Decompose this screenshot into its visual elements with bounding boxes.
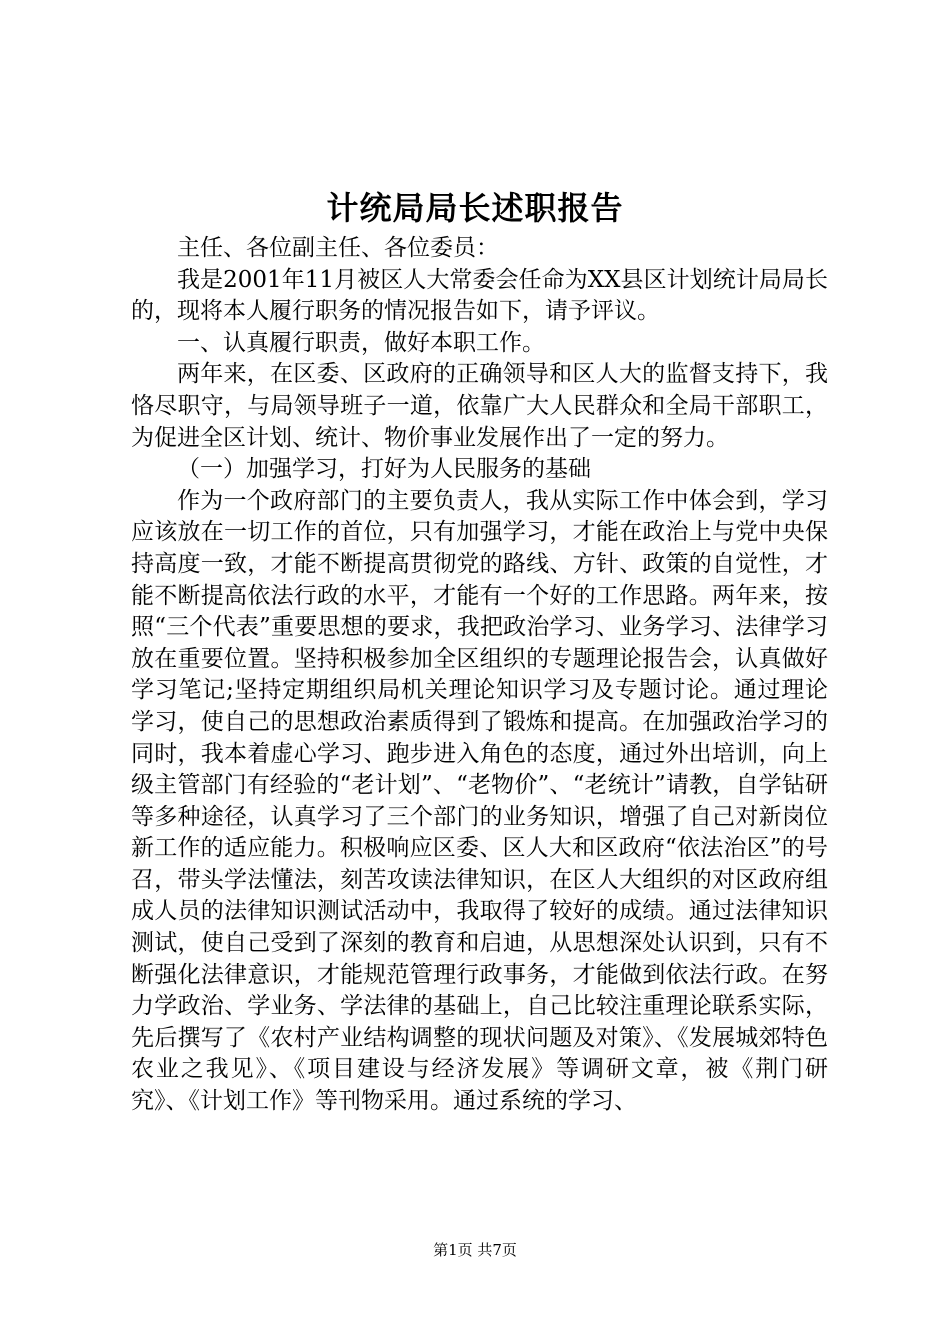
intro-paragraph: 我是2001年11月被区人大常委会任命为XX县区计划统计局局长的，现将本人履行职务的情况报告如下，请予评议。 [131,266,828,325]
page-number-footer: 第1页 共7页 [433,1241,517,1259]
salutation-paragraph: 主任、各位副主任、各位委员： [177,235,499,261]
document-body [131,233,828,1118]
subsection-heading: （一）加强学习，打好为人民服务的基础 [177,456,591,483]
document-title: 计统局局长述职报告 [326,189,624,227]
body-paragraph: 两年来，在区委、区政府的正确领导和区人大的监督支持下，我恪尽职守，与局领导班子一道，依靠广大人民群众和全局干部职工，为促进全区计划、统计、物价事业发展作出了一定的努力。 [131,361,828,451]
body-paragraph: 作为一个政府部门的主要负责人，我从实际工作中体会到，学习应该放在一切工作的首位，只有加强学习，才能在政治上与党中央保持高度一致，才能不断提高贯彻党的路线、方针、政策的自觉性，才能不断提高依法行政的水平，才能有一个好的工作思路。两年来，按照“三个代表”重要思想的要求，我把政治学习、业务学习、法律学习放在重要位置。坚持积极参加全区组织的专题理论报告会，认真做好学习笔记;坚持定期组织局机关理论知识学习及专题讨论。通过理论学习，使自己的思想政治素质得到了锻炼和提高。在加强政治学习的同时，我本着虚心学习、跑步进入角色的态度，通过外出培训，向上级主管部门有经验的“老计划”、“老物价”、“老统计”请教，自学钻研等多种途径，认真学习了三个部门的业务知识，增强了自己对新岗位新工作的适应能力。积极响应区委、区人大和区政府“依法治区”的号召，带头学法懂法，刻苦攻读法律知识，在区人大组织的对区政府组成人员的法律知识测试活动中，我取得了较好的成绩。通过法律知识测试，使自己受到了深刻的教育和启迪，从思想深处认识到，只有不断强化法律意识，才能规范管理行政事务，才能做到依法行政。在努力学政治、学业务、学法律的基础上，自己比较注重理论联系实际，先后撰写了《农村产业结构调整的现状问题及对策》、《发展城郊特色农业之我见》、《项目建设与经济发展》等调研文章，被《荆门研究》、《计划工作》等刊物采用。通过系统的学习、 [131,487,828,1115]
section-heading: 一、认真履行职责，做好本职工作。 [177,329,545,356]
